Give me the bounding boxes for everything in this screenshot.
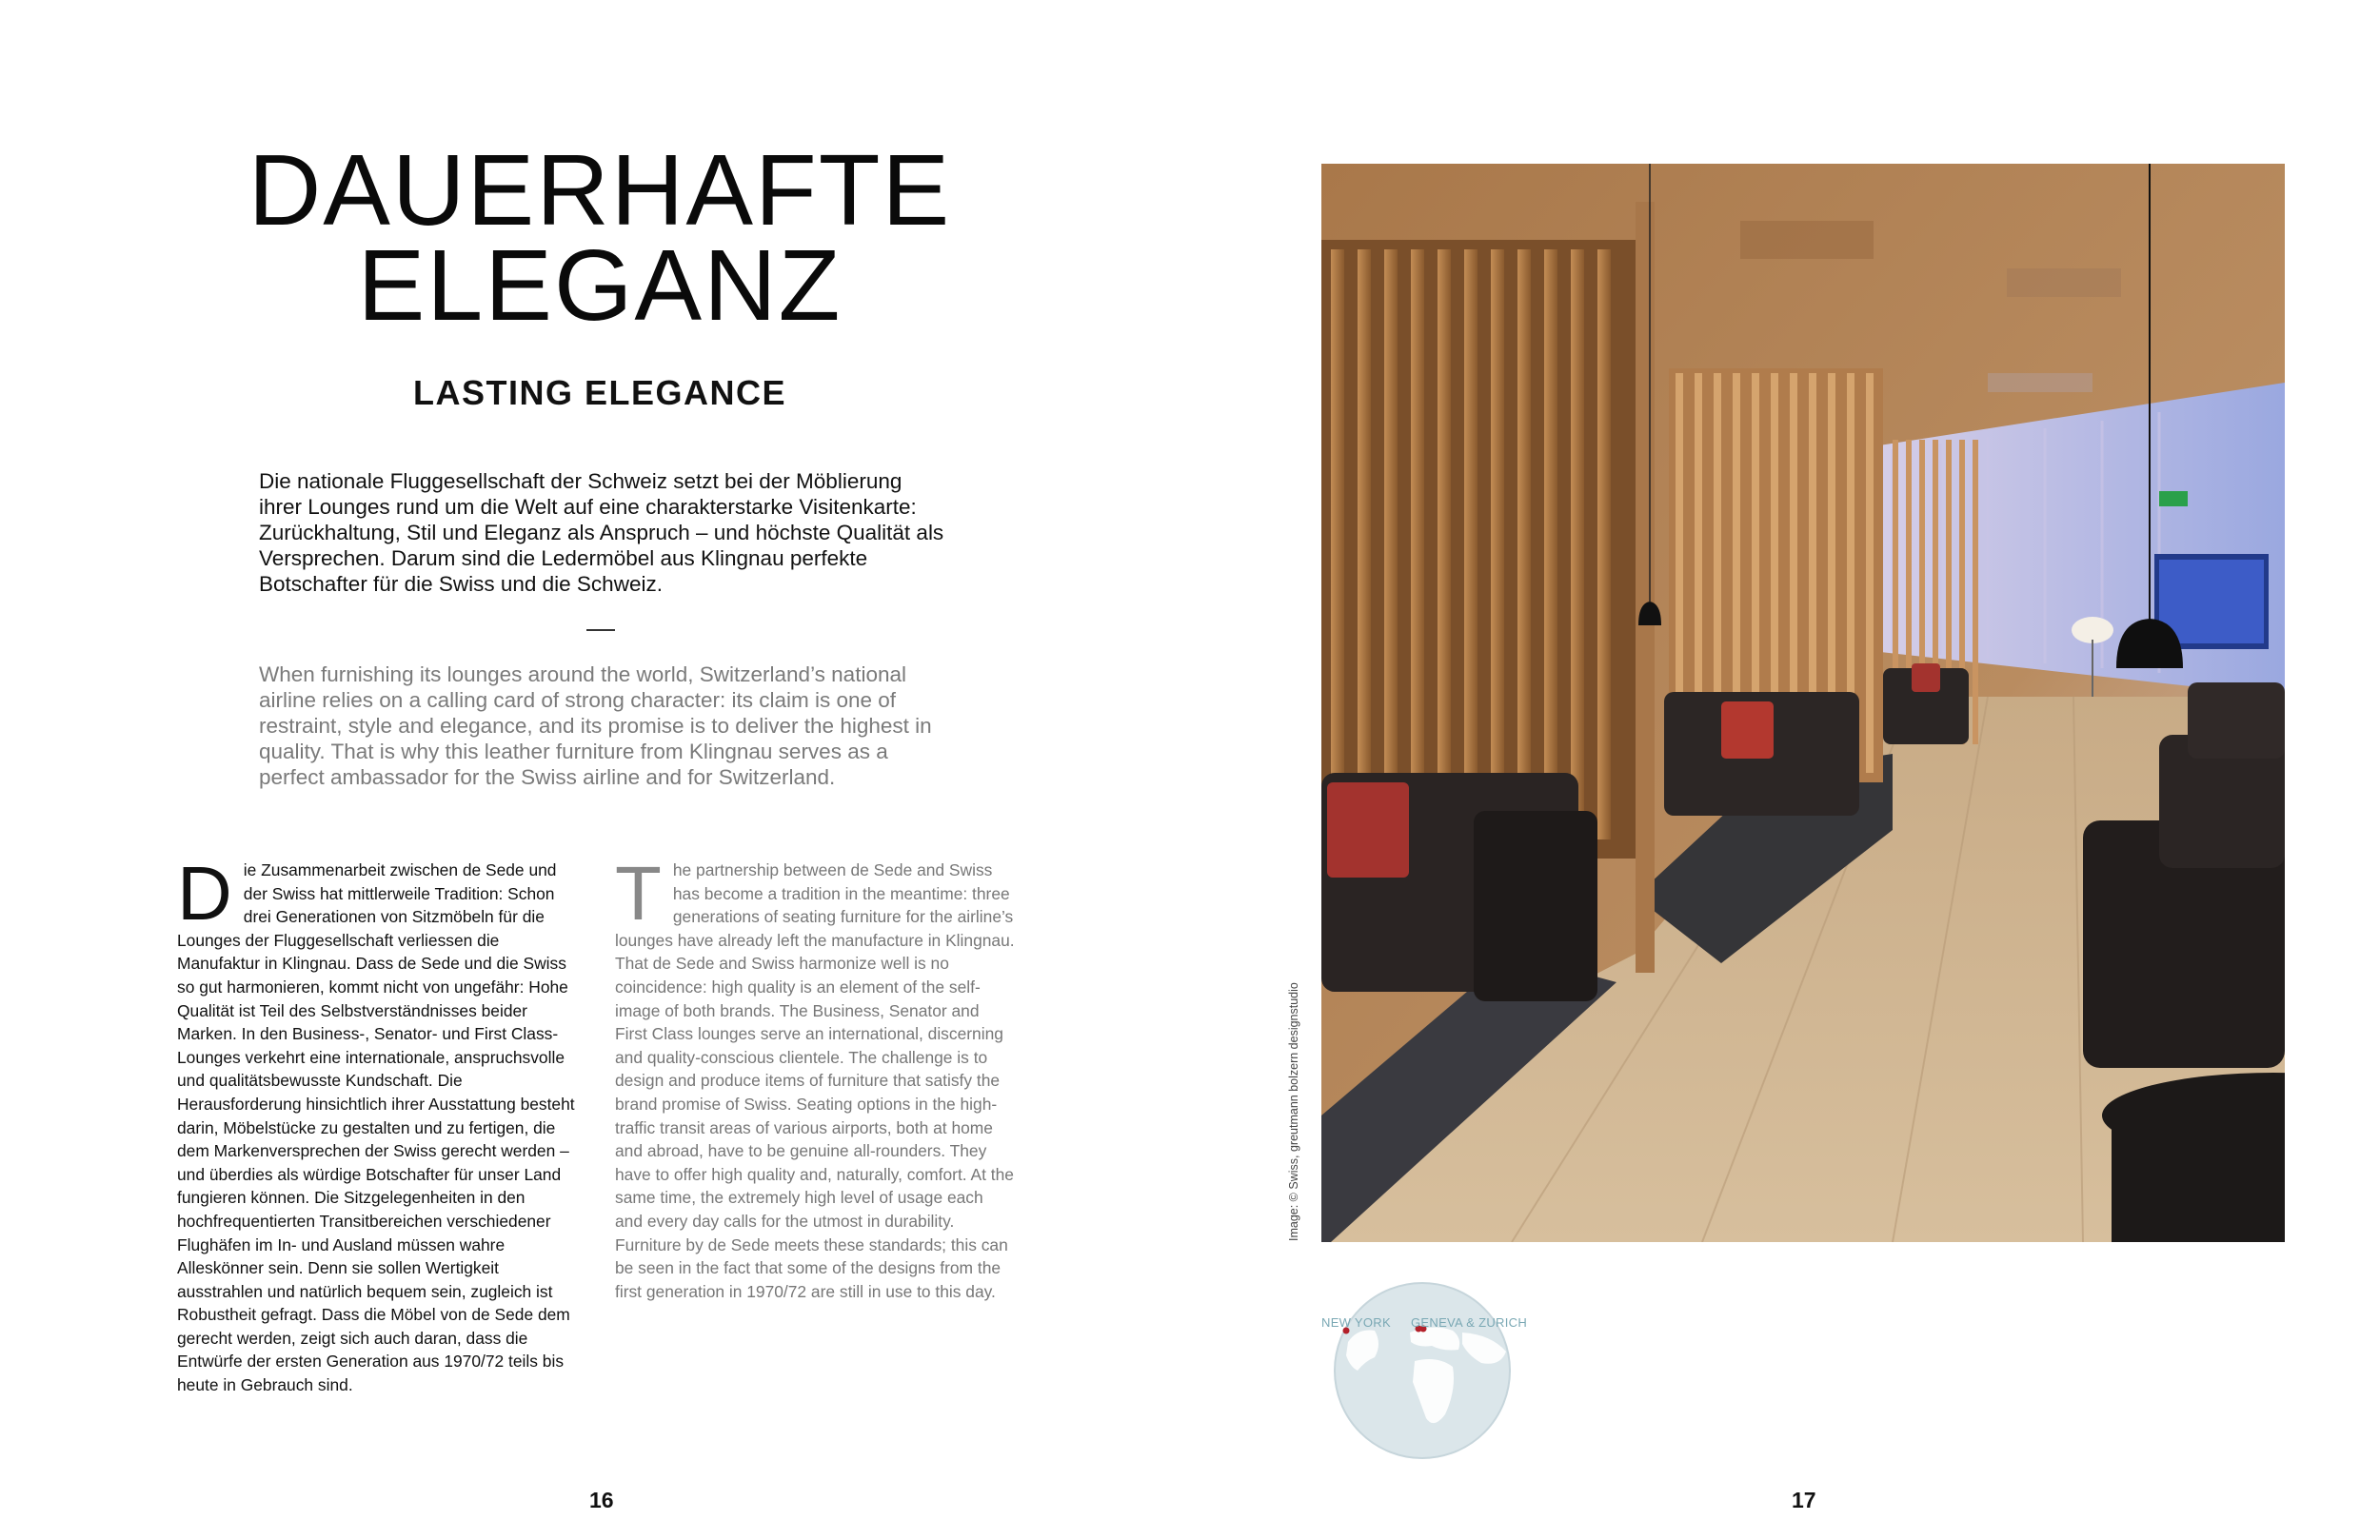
body-column-english — [615, 851, 1015, 1303]
intro-german: Die nationale Fluggesellschaft der Schweiz setzt bei der Möblierung ihrer Lounges rund um die Welt auf eine charakterstarke Visitenkarte: Zurückhaltung, Stil und Eleganz als Anspruch – und höchste Qualität als Versprechen. Darum sind die Ledermöbel aus Klingnau perfekte Botschafter für die Swiss und die Schweiz. — [259, 469, 944, 596]
page-number-right: 17 — [1792, 1488, 1816, 1512]
separator-dash — [586, 629, 615, 631]
label-new-york: NEW YORK — [1321, 1315, 1391, 1330]
lounge-photo — [1321, 164, 2285, 1242]
drop-cap-english: T — [615, 851, 662, 936]
globe-map — [1319, 1275, 1538, 1466]
body-text-german: ie Zusammenarbeit zwischen de Sede und der Swiss hat mittlerweile Tradition: Schon drei Generationen von Sitzmöbeln für die Lounges der Fluggesellschaft verliessen die Manufaktur in Klingnau. Dass de Sede und die Swiss so gut harmonieren, kommt nicht von ungefähr: Hohe Qualität ist Teil des Selbstverständnisses beider Marken. In den Business-, Senator- und First Class-Lounges verkehrt eine internationale, anspruchsvolle und qualitätsbewusste Kundschaft. Die Herausforderung hinsichtlich ihrer Ausstattung besteht darin, Möbelstücke zu gestalten und zu fertigen, die dem Markenversprechen der Swiss gerecht werden – und überdies als würdige Botschafter für unser Land fungieren können. Die Sitzgelegenheiten in den hochfrequentierten Transitbereichen verschiedener Flughäfen im In- und Ausland müssen wahre Alleskönner sein. Denn sie sollen Wertigkeit ausstrahlen und natürlich bequem sein, zugleich ist Robustheit gefragt. Dass die Möbel von de Sede dem gerecht werden, zeigt sich auch daran, dass die Entwürfe der ersten Generation aus 1970/72 teils bis heute in Gebrauch sind. — [177, 860, 575, 1395]
label-geneva-zurich: GENEVA & ZURICH — [1411, 1315, 1528, 1330]
body-column-german — [177, 851, 577, 1397]
globe-icon — [1319, 1275, 1538, 1466]
intro-english: When furnishing its lounges around the world, Switzerland’s national airline relies on a calling card of strong character: its claim is one of restraint, style and elegance, and its promise is to deliver the highest in quality. That is why this leather furniture from Klingnau serves as a perfect ambassador for the Swiss airline and for Switzerland. — [259, 662, 932, 789]
body-text-english: he partnership between de Sede and Swiss has become a tradition in the meantime: three generations of seating furniture for the airline’s lounges have already left the manufacture in Klingnau. That de Sede and Swiss harmonize well is no coincidence: high quality is an element of the self-image of both brands. The Business, Senator and First Class lounges serve an international, discerning and quality-conscious clientele. The challenge is to design and produce items of furniture that satisfy the brand promise of Swiss. Seating options in the high-traffic transit areas of various airports, both at home and abroad, have to be genuine all-rounders. They have to offer high quality and, naturally, comfort. At the same time, the extremely high level of usage each and every day calls for the utmost in durability. Furniture by de Sede meets these standards; this can be seen in the fact that some of the designs from the first generation in 1970/72 are still in use to this day. — [615, 860, 1015, 1301]
article-title: DAUERHAFTE ELEGANZ — [248, 134, 952, 342]
drop-cap-german: D — [177, 851, 232, 936]
page-number-left: 16 — [589, 1488, 614, 1512]
article-subtitle: LASTING ELEGANCE — [412, 373, 786, 412]
lounge-illustration — [1321, 164, 2285, 1242]
photo-credit: Image: © Swiss, greutmann bolzern designstudio — [1287, 982, 1300, 1241]
